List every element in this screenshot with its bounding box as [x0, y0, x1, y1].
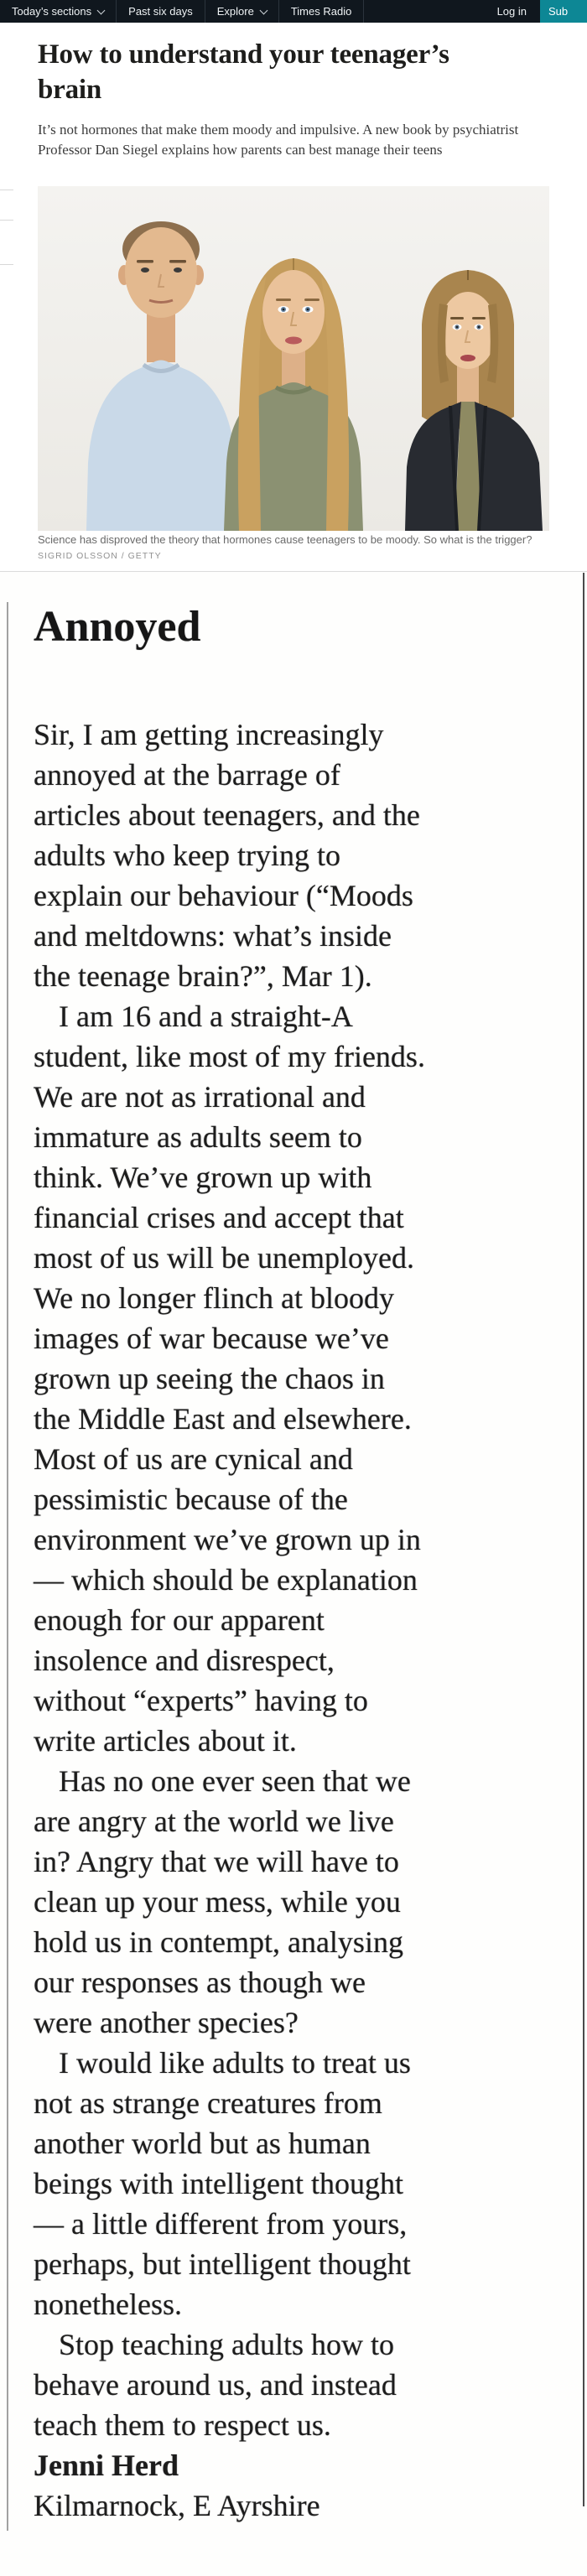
nav-item-label: Past six days [128, 5, 193, 18]
letter-line: another world but as human [34, 2127, 371, 2160]
letter-line: We are not as irrational and [34, 1080, 366, 1114]
letter-heading: Annoyed [34, 603, 201, 651]
letter-line: beings with intelligent thought [34, 2167, 403, 2200]
standfirst-line2: Professor Dan Siegel explains how parents can best manage their teens [38, 142, 443, 158]
chevron-down-icon [259, 6, 268, 14]
letter-line: I would like adults to treat us [59, 2046, 411, 2080]
nav-item-label: Today’s sections [12, 5, 92, 18]
letter-line: Sir, I am getting increasingly [34, 718, 384, 751]
letter-line: were another species? [34, 2006, 299, 2039]
letter-line: explain our behaviour (“Moods [34, 879, 413, 912]
nav-item-explore[interactable] [205, 0, 279, 23]
subscribe-button[interactable]: Sub [540, 0, 587, 23]
letter-line: We no longer flinch at bloody [34, 1281, 394, 1315]
letter-line: our responses as though we [34, 1966, 366, 1999]
letter-line: images of war because we’ve [34, 1322, 389, 1355]
letter-line: most of us will be unemployed. [34, 1241, 414, 1275]
nav-item-label: Times Radio [290, 5, 352, 18]
letter-line: not as strange creatures from [34, 2086, 382, 2120]
letter-line: financial crises and accept that [34, 1201, 404, 1234]
letter-line: insolence and disrespect, [34, 1644, 335, 1677]
letter-line: adults who keep trying to [34, 839, 340, 872]
nav-item-past-six-days[interactable] [117, 0, 205, 23]
letter-line: teach them to respect us. [34, 2408, 331, 2442]
nav-item-label: Explore [216, 5, 254, 18]
nav-item-times-radio[interactable] [279, 0, 364, 23]
nav-spacer [364, 0, 483, 23]
letter-line: pessimistic because of the [34, 1483, 348, 1516]
page-edge-artifact [0, 220, 13, 221]
letter-line: Kilmarnock, E Ayrshire [34, 2489, 320, 2522]
nav-items [0, 0, 364, 23]
letter-line: write articles about it. [34, 1724, 297, 1758]
letter-line: articles about teenagers, and the [34, 798, 420, 832]
letter-line: — which should be explanation [34, 1563, 418, 1597]
letter-line: I am 16 and a straight-A [59, 1000, 353, 1033]
letter-line: behave around us, and instead [34, 2368, 397, 2402]
letter-line: environment we’ve grown up in [34, 1523, 421, 1556]
hero-image [38, 186, 549, 531]
letter-line: Has no one ever seen that we [59, 1764, 411, 1798]
hero-photo-illustration [38, 186, 549, 531]
page-title [38, 37, 558, 107]
letter-line: grown up seeing the chaos in [34, 1362, 385, 1395]
login-link[interactable]: Log in [496, 5, 527, 18]
letter-line: annoyed at the barrage of [34, 758, 340, 792]
letter-line: Most of us are cynical and [34, 1442, 353, 1476]
letter-line: and meltdowns: what’s inside [34, 919, 392, 953]
scan-right-rule [583, 573, 584, 2506]
letter-signature: Jenni Herd [34, 2449, 179, 2482]
top-nav-bar [0, 0, 587, 23]
letter-line: are angry at the world we live [34, 1805, 394, 1838]
photo-credit: SIGRID OLSSON / GETTY [38, 551, 162, 561]
headline-line1: How to understand your teenager’s [38, 39, 449, 70]
chevron-down-icon [97, 6, 106, 14]
scan-left-rule [7, 602, 8, 2531]
letter-line: Stop teaching adults how to [59, 2328, 394, 2361]
photo-caption: Science has disproved the theory that hormones cause teenagers to be moody. So what is the trigger? [38, 533, 532, 546]
letter-line: clean up your mess, while you [34, 1885, 401, 1919]
headline-line2: brain [38, 75, 102, 105]
letter-line: without “experts” having to [34, 1684, 368, 1717]
letter-line: the Middle East and elsewhere. [34, 1402, 412, 1436]
letter-line: hold us in contempt, analysing [34, 1925, 403, 1959]
letter-line: nonetheless. [34, 2288, 182, 2321]
letter-line: the teenage brain?”, Mar 1). [34, 959, 372, 993]
standfirst [38, 120, 558, 160]
letter-line: immature as adults seem to [34, 1120, 362, 1154]
page-edge-artifact [0, 264, 13, 265]
letter-line: perhaps, but intelligent thought [34, 2247, 411, 2281]
letter-line: enough for our apparent [34, 1603, 325, 1637]
letter-line: in? Angry that we will have to [34, 1845, 399, 1878]
letter-line: — a little different from yours, [34, 2207, 408, 2241]
nav-item-today-s-sections[interactable] [0, 0, 117, 23]
standfirst-line1: It’s not hormones that make them moody and impulsive. A new book by psychiatrist [38, 122, 519, 138]
letter-line: think. We’ve grown up with [34, 1161, 372, 1194]
letter-scan [0, 572, 587, 2576]
letter-line: student, like most of my friends. [34, 1040, 425, 1073]
